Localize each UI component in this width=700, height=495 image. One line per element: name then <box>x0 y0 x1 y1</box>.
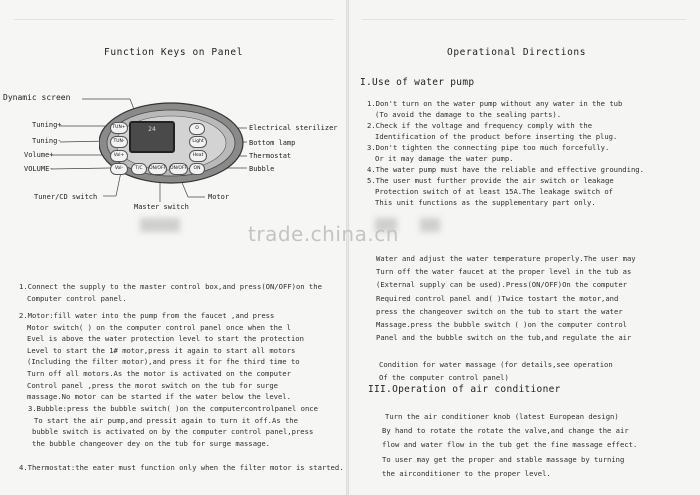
label-tuning-minus: Tuning- <box>32 137 62 145</box>
massage-line: Water and adjust the water temperature properly.The user may <box>376 254 636 263</box>
instruction-2-line: (Including the filter motor),and press it for fhe third time to <box>27 357 300 367</box>
thermostat-button[interactable]: Heat <box>189 150 207 162</box>
sterilizer-button[interactable]: O <box>189 123 205 135</box>
air-line: Turn the air conditioner knob (latest European design) <box>385 412 619 421</box>
pump-rule-line: This unit functions as the supplementary part only. <box>375 198 596 207</box>
instruction-2 <box>19 310 304 403</box>
massage-line: Panel and the bubble switch on the tub,and regulate the air <box>376 333 632 343</box>
bubble-button[interactable]: ON <box>189 163 205 175</box>
air-line: By hand to rotate the rotate the valve,and change the air <box>382 426 629 436</box>
air-line: the airconditioner to the proper level. <box>382 468 551 478</box>
instruction-4-line: 4.Thermostat:the eater must function only when the filter motor is started. <box>19 463 344 472</box>
instruction-2-line: Evel is above the water protection level to start the protection <box>27 334 304 344</box>
instruction-2-line: Motor switch( ) on the computer control panel once when the l <box>27 322 291 332</box>
massage-line: Of the computer control panel) <box>379 372 509 382</box>
left-blur-smudge <box>140 218 180 232</box>
pump-rule-line: Protection switch of at least 15A.The leakage switch of <box>375 187 613 196</box>
pump-rule-line: 4.The water pump must have the reliable and effective grounding. <box>367 165 644 174</box>
air-line: flow and water flow in the tub get the fine massage effect. <box>382 440 638 450</box>
volume-plus-button[interactable]: Vol+ <box>110 150 128 162</box>
water-massage-paragraph <box>376 252 636 384</box>
massage-line-spacer <box>376 344 636 357</box>
volume-minus-button[interactable]: Vol- <box>110 163 128 175</box>
instruction-1 <box>19 281 322 304</box>
air-conditioner-paragraph <box>382 410 637 481</box>
pump-usage-list <box>367 98 644 208</box>
instruction-2-line: massage.No motor can be started if the water below the level. <box>27 392 291 402</box>
massage-line: Required control panel and( )Twice tostart the motor,and <box>376 293 619 303</box>
instruction-3 <box>28 403 318 449</box>
label-tuner-cd: Tuner/CD switch <box>34 193 98 201</box>
instruction-2-line: Turn off all motors.As the motor is activated on the computer <box>27 368 291 378</box>
pump-rule-line: Or it may damage the water pump. <box>375 154 514 163</box>
instruction-3-line: bubble switch is activated on by the computer control panel,press <box>32 427 314 437</box>
bottom-lamp-button[interactable]: Light <box>189 136 207 148</box>
massage-line: press the changeover switch on the tub to start the water <box>376 306 623 316</box>
label-electrical-sterilizer: Electrical sterilizer <box>249 124 338 132</box>
instruction-3-line: 3.Bubble:press the bubble switch( )on the computercontrolpanel once <box>28 404 318 413</box>
instruction-2-line: Control panel ,press the morot switch on the tub for surge <box>27 380 278 390</box>
tuner-cd-button[interactable]: T/C <box>131 163 147 175</box>
instruction-3-line: the bubble changeover dey on the tub for surge massage. <box>32 438 270 448</box>
master-switch-button[interactable]: ON/OFF <box>148 163 167 175</box>
pump-rule-line: 1.Don't turn on the water pump without any water in the tub <box>367 99 623 108</box>
tuning-minus-button[interactable]: TUN- <box>110 136 128 148</box>
label-volume-plus: Volume+ <box>24 151 54 159</box>
massage-line: Massage.press the bubble switch ( )on the computer control <box>376 320 627 330</box>
dynamic-screen: 24 <box>129 121 175 153</box>
instruction-1-line: Computer control panel. <box>27 293 127 303</box>
motor-button[interactable]: ON/OFF <box>169 163 188 175</box>
pump-rule-line: 2.Check if the voltage and frequency comply with the <box>367 121 593 130</box>
right-blur-smudge <box>420 218 440 232</box>
label-bubble: Bubble <box>249 165 275 173</box>
label-tuning-plus: Tuning+ <box>32 121 62 129</box>
label-bottom-lamp: Bottom lamp <box>249 139 296 147</box>
label-motor: Motor <box>208 193 230 201</box>
right-top-rule <box>362 19 686 20</box>
pump-rule-line: 5.The user must further provide the air switch or leakage <box>367 176 614 185</box>
pump-rule-line: (To avoid the damage to the sealing parts). <box>375 110 562 119</box>
label-master-switch: Master switch <box>134 203 189 211</box>
label-dynamic-screen: Dynamic screen <box>3 93 71 102</box>
left-page-title: Function Keys on Panel <box>104 47 244 58</box>
instruction-4 <box>19 462 344 474</box>
control-panel-diagram <box>99 101 249 185</box>
pump-rule-line: Identification of the product before inserting the plug. <box>375 132 618 141</box>
watermark-text: trade.china.cn <box>248 222 399 246</box>
tuning-plus-button[interactable]: TUN+ <box>110 122 128 134</box>
instruction-2-line: Level to start the 1# motor,press it again to start all motors <box>27 345 296 355</box>
right-page-title: Operational Directions <box>447 47 587 58</box>
instruction-2-line: 2.Motor:fill water into the pump from the faucet ,and press <box>19 311 275 320</box>
pump-rule-line: 3.Don't tighten the connecting pipe too much forcefully. <box>367 143 610 152</box>
instruction-3-line: To start the air pump,and pressit again to turn it off.As the <box>34 415 298 425</box>
label-thermostat: Thermostat <box>249 152 292 160</box>
instruction-1-line: 1.Connect the supply to the master control box,and press(ON/OFF)on the <box>19 282 322 291</box>
massage-line: (External supply can be used).Press(ON/OFF)On the computer <box>376 280 627 290</box>
massage-line: Condition for water massage (for details,see operation <box>379 359 613 369</box>
air-line: To user may get the proper and stable massage by turning <box>382 454 625 464</box>
massage-line: Turn off the water faucet at the proper level in the tub as <box>376 267 632 277</box>
section-1-title: I.Use of water pump <box>360 77 475 88</box>
section-3-title: III.Operation of air conditioner <box>368 384 561 395</box>
label-volume-minus: VOLUME- <box>24 165 54 173</box>
